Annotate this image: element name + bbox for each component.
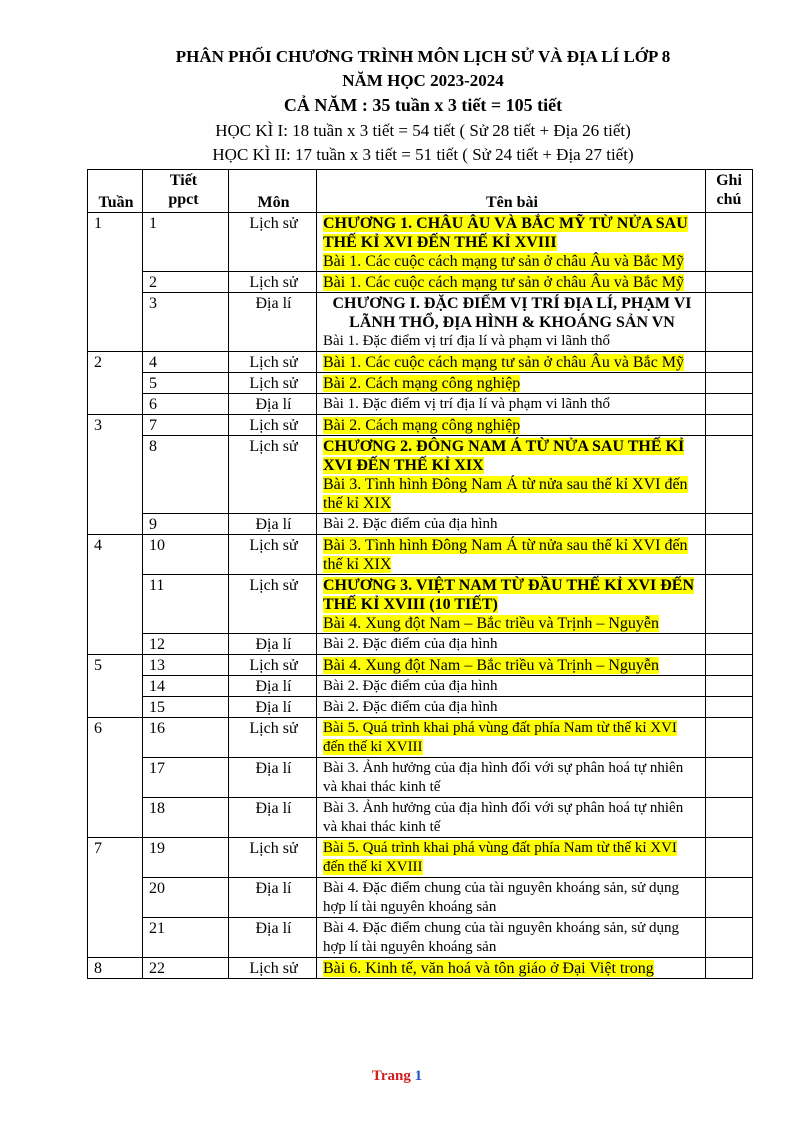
note-cell — [706, 758, 753, 798]
note-cell — [706, 838, 753, 878]
table-row — [88, 436, 753, 514]
note-cell — [706, 575, 753, 634]
note-cell — [706, 798, 753, 838]
note-cell — [706, 634, 753, 655]
year-summary: CẢ NĂM : 35 tuần x 3 tiết = 105 tiết — [283, 95, 563, 115]
lesson-title: Bài 2. Đặc điểm của địa hình — [323, 678, 498, 694]
header-tuan: Tuần — [88, 170, 143, 213]
header-mon: Môn — [229, 170, 317, 213]
lesson-title: Bài 4. Đặc điểm chung của tài nguyên khoáng sản, sử dụng hợp lí tài nguyên khoáng sản — [323, 920, 679, 955]
semester-1-summary: HỌC KÌ I: 18 tuần x 3 tiết = 54 tiết ( Sử 28 tiết + Địa 26 tiết) — [215, 121, 631, 140]
table-row — [88, 655, 753, 676]
tiet-cell: 9 — [143, 514, 229, 535]
table-row — [88, 394, 753, 415]
tiet-cell: 18 — [143, 798, 229, 838]
school-year: NĂM HỌC 2023-2024 — [342, 71, 504, 90]
lesson-cell — [317, 718, 706, 758]
subject-cell: Lịch sử — [229, 958, 317, 979]
lesson-title: Bài 6. Kinh tế, văn hoá và tôn giáo ở Đại Việt trong — [323, 960, 654, 977]
lesson-title: Bài 4. Xung đột Nam – Bắc triều và Trịnh – Nguyễn — [323, 657, 659, 674]
table-row — [88, 514, 753, 535]
lesson-cell — [317, 293, 706, 352]
subject-cell: Lịch sử — [229, 436, 317, 514]
note-cell — [706, 436, 753, 514]
lesson-title: Bài 4. Xung đột Nam – Bắc triều và Trịnh – Nguyễn — [323, 615, 659, 632]
tiet-cell: 10 — [143, 535, 229, 575]
lesson-title: Bài 1. Các cuộc cách mạng tư sản ở châu Âu và Bắc Mỹ — [323, 274, 685, 291]
lesson-cell — [317, 918, 706, 958]
lesson-cell — [317, 535, 706, 575]
table-row — [88, 272, 753, 293]
lesson-cell — [317, 373, 706, 394]
subject-cell: Địa lí — [229, 878, 317, 918]
lesson-cell — [317, 352, 706, 373]
subject-cell: Địa lí — [229, 394, 317, 415]
week-cell: 5 — [88, 655, 143, 718]
lesson-cell — [317, 676, 706, 697]
page-footer — [0, 1068, 794, 1085]
lesson-title: Bài 2. Đặc điểm của địa hình — [323, 699, 498, 715]
lesson-title: Bài 1. Đặc điểm vị trí địa lí và phạm vi lãnh thổ — [323, 333, 611, 349]
table-row — [88, 352, 753, 373]
table-row — [88, 634, 753, 655]
tiet-cell: 6 — [143, 394, 229, 415]
note-cell — [706, 697, 753, 718]
table-row — [88, 575, 753, 634]
chapter-title: CHƯƠNG I. ĐẶC ĐIỂM VỊ TRÍ ĐỊA LÍ, PHẠM VI LÃNH THỔ, ĐỊA HÌNH & KHOÁNG SẢN VN — [332, 295, 692, 331]
lesson-title: Bài 4. Đặc điểm chung của tài nguyên khoáng sản, sử dụng hợp lí tài nguyên khoáng sản — [323, 880, 679, 915]
subject-cell: Địa lí — [229, 918, 317, 958]
table-row — [88, 878, 753, 918]
lesson-title: Bài 2. Cách mạng công nghiệp — [323, 417, 521, 434]
lesson-cell — [317, 758, 706, 798]
note-cell — [706, 352, 753, 373]
semester-2-summary: HỌC KÌ II: 17 tuần x 3 tiết = 51 tiết ( Sử 24 tiết + Địa 27 tiết) — [212, 145, 634, 164]
curriculum-table — [87, 169, 753, 979]
lesson-cell — [317, 958, 706, 979]
lesson-cell — [317, 878, 706, 918]
lesson-cell — [317, 272, 706, 293]
lesson-title: Bài 5. Quá trình khai phá vùng đất phía Nam từ thế kỉ XVI đến thế kỉ XVIII — [323, 720, 677, 755]
week-cell: 1 — [88, 213, 143, 352]
lesson-title: Bài 2. Cách mạng công nghiệp — [323, 375, 521, 392]
lesson-title: Bài 3. Ảnh hưởng của địa hình đối với sự phân hoá tự nhiên và khai thác kinh tế — [323, 800, 684, 835]
note-cell — [706, 535, 753, 575]
lesson-title: Bài 3. Ảnh hưởng của địa hình đối với sự phân hoá tự nhiên và khai thác kinh tế — [323, 760, 684, 795]
note-cell — [706, 676, 753, 697]
subject-cell: Địa lí — [229, 697, 317, 718]
lesson-title: Bài 1. Đặc điểm vị trí địa lí và phạm vi lãnh thổ — [323, 396, 611, 412]
subject-cell: Địa lí — [229, 676, 317, 697]
note-cell — [706, 958, 753, 979]
lesson-cell — [317, 436, 706, 514]
lesson-cell — [317, 798, 706, 838]
subject-cell: Địa lí — [229, 758, 317, 798]
table-header-row — [88, 170, 753, 213]
note-cell — [706, 272, 753, 293]
table-row — [88, 676, 753, 697]
table-row — [88, 293, 753, 352]
lesson-title: Bài 1. Các cuộc cách mạng tư sản ở châu Âu và Bắc Mỹ — [323, 253, 685, 270]
header-tiet: Tiết ppct — [143, 170, 229, 213]
subject-cell: Lịch sử — [229, 655, 317, 676]
table-row — [88, 718, 753, 758]
subject-cell: Địa lí — [229, 798, 317, 838]
tiet-cell: 19 — [143, 838, 229, 878]
tiet-cell: 16 — [143, 718, 229, 758]
note-cell — [706, 213, 753, 272]
note-cell — [706, 293, 753, 352]
note-cell — [706, 415, 753, 436]
lesson-title: Bài 2. Đặc điểm của địa hình — [323, 516, 498, 532]
lesson-title: Bài 3. Tình hình Đông Nam Á từ nửa sau thế kỉ XVI đến thế kỉ XIX — [323, 476, 688, 512]
subject-cell: Lịch sử — [229, 352, 317, 373]
table-row — [88, 758, 753, 798]
table-row — [88, 958, 753, 979]
page-number: 1 — [414, 1068, 423, 1084]
chapter-title: CHƯƠNG 1. CHÂU ÂU VÀ BẮC MỸ TỪ NỬA SAU THẾ KỈ XVI ĐẾN THẾ KỈ XVIII — [323, 215, 688, 251]
week-cell: 6 — [88, 718, 143, 838]
table-row — [88, 213, 753, 272]
subject-cell: Lịch sử — [229, 272, 317, 293]
table-row — [88, 415, 753, 436]
header-ten-bai: Tên bài — [317, 170, 706, 213]
page-label: Trang — [371, 1068, 411, 1084]
tiet-cell: 13 — [143, 655, 229, 676]
table-row — [88, 798, 753, 838]
chapter-title: CHƯƠNG 2. ĐÔNG NAM Á TỪ NỬA SAU THẾ KỈ XVI ĐẾN THẾ KỈ XIX — [323, 438, 685, 474]
lesson-cell — [317, 634, 706, 655]
lesson-title: Bài 5. Quá trình khai phá vùng đất phía Nam từ thế kỉ XVI đến thế kỉ XVIII — [323, 840, 677, 875]
table-row — [88, 918, 753, 958]
note-cell — [706, 918, 753, 958]
subject-cell: Lịch sử — [229, 373, 317, 394]
lesson-title: Bài 3. Tình hình Đông Nam Á từ nửa sau thế kỉ XVI đến thế kỉ XIX — [323, 537, 688, 573]
tiet-cell: 17 — [143, 758, 229, 798]
subject-cell: Lịch sử — [229, 838, 317, 878]
subject-cell: Lịch sử — [229, 213, 317, 272]
note-cell — [706, 718, 753, 758]
tiet-cell: 4 — [143, 352, 229, 373]
lesson-cell — [317, 697, 706, 718]
lesson-cell — [317, 514, 706, 535]
tiet-cell: 7 — [143, 415, 229, 436]
note-cell — [706, 655, 753, 676]
tiet-cell: 3 — [143, 293, 229, 352]
tiet-cell: 15 — [143, 697, 229, 718]
tiet-cell: 12 — [143, 634, 229, 655]
tiet-cell: 11 — [143, 575, 229, 634]
tiet-cell: 2 — [143, 272, 229, 293]
week-cell: 4 — [88, 535, 143, 655]
note-cell — [706, 514, 753, 535]
subject-cell: Địa lí — [229, 293, 317, 352]
week-cell: 3 — [88, 415, 143, 535]
chapter-title: CHƯƠNG 3. VIỆT NAM TỪ ĐẦU THẾ KỈ XVI ĐẾN THẾ KỈ XVIII (10 TIẾT) — [323, 577, 695, 613]
week-cell: 2 — [88, 352, 143, 415]
week-cell: 7 — [88, 838, 143, 958]
table-row — [88, 535, 753, 575]
tiet-cell: 8 — [143, 436, 229, 514]
tiet-cell: 5 — [143, 373, 229, 394]
lesson-cell — [317, 415, 706, 436]
table-row — [88, 697, 753, 718]
subject-cell: Lịch sử — [229, 575, 317, 634]
subject-cell: Lịch sử — [229, 535, 317, 575]
lesson-cell — [317, 394, 706, 415]
lesson-title: Bài 2. Đặc điểm của địa hình — [323, 636, 498, 652]
tiet-cell: 21 — [143, 918, 229, 958]
lesson-cell — [317, 575, 706, 634]
tiet-cell: 20 — [143, 878, 229, 918]
note-cell — [706, 373, 753, 394]
subject-cell: Lịch sử — [229, 718, 317, 758]
week-cell: 8 — [88, 958, 143, 979]
subject-cell: Địa lí — [229, 634, 317, 655]
note-cell — [706, 878, 753, 918]
tiet-cell: 22 — [143, 958, 229, 979]
header-ghi-chu: Ghi chú — [706, 170, 753, 213]
lesson-cell — [317, 213, 706, 272]
tiet-cell: 14 — [143, 676, 229, 697]
lesson-cell — [317, 655, 706, 676]
doc-title: PHÂN PHỐI CHƯƠNG TRÌNH MÔN LỊCH SỬ VÀ ĐỊA LÍ LỚP 8 — [175, 47, 671, 66]
tiet-cell: 1 — [143, 213, 229, 272]
subject-cell: Địa lí — [229, 514, 317, 535]
note-cell — [706, 394, 753, 415]
table-row — [88, 838, 753, 878]
lesson-cell — [317, 838, 706, 878]
subject-cell: Lịch sử — [229, 415, 317, 436]
lesson-title: Bài 1. Các cuộc cách mạng tư sản ở châu Âu và Bắc Mỹ — [323, 354, 685, 371]
table-row — [88, 373, 753, 394]
